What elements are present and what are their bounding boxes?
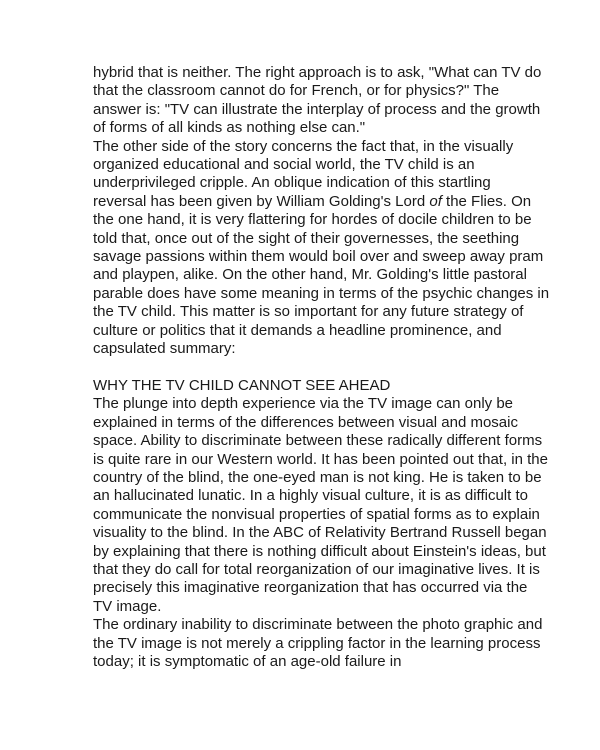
text-line: communicate the nonvisual properties of spatial forms as to explain <box>93 505 540 523</box>
text-line: country of the blind, the one-eyed man is not king. He is taken to be <box>93 468 542 486</box>
text-line: parable does have some meaning in terms of the psychic changes in <box>93 284 550 302</box>
paragraph-ordinary-inability <box>93 616 543 671</box>
text-line: the one hand, it is very flattering for hordes of docile children to be <box>93 211 532 229</box>
text-line: capsulated summary: <box>93 340 236 358</box>
text-segment: reversal has been given by William Golding's Lord <box>93 192 430 210</box>
text-line: The plunge into depth experience via the TV image can only be <box>93 395 513 413</box>
text-line: answer is: "TV can illustrate the interplay of process and the growth <box>93 100 541 118</box>
text-line: an hallucinated lunatic. In a highly visual culture, it is as difficult to <box>93 487 528 505</box>
section-heading <box>93 377 523 395</box>
document-page <box>93 64 550 671</box>
paragraph-continuation <box>93 64 542 138</box>
text-line: that they do call for total reorganization of our imaginative lives. It is <box>93 560 540 578</box>
text-line: that the classroom cannot do for French, or for physics?" The <box>93 82 500 100</box>
text-line: organized educational and social world, the TV child is an <box>93 156 475 174</box>
text-line: today; it is symptomatic of an age-old failure in <box>93 652 402 670</box>
text-segment: the Flies. On <box>441 192 532 210</box>
text-line-with-title <box>93 192 532 211</box>
italic-word: of <box>429 192 442 210</box>
text-line: visuality to the blind. In the ABC of Relativity Bertrand Russell began <box>93 524 547 542</box>
heading-text: WHY THE TV CHILD CANNOT SEE AHEAD <box>93 376 391 394</box>
text-line: is quite rare in our Western world. It has been pointed out that, in the <box>93 450 548 468</box>
text-line: The ordinary inability to discriminate between the photo graphic and <box>93 616 543 634</box>
text-line: the TV image is not merely a crippling factor in the learning process <box>93 634 541 652</box>
text-line: culture or politics that it demands a headline prominence, and <box>93 321 502 339</box>
text-line: precisely this imaginative reorganization that has occurred via the <box>93 579 528 597</box>
text-line: by explaining that there is nothing difficult about Einstein's ideas, but <box>93 542 546 560</box>
paragraph-plunge <box>93 395 548 616</box>
text-line: hybrid that is neither. The right approach is to ask, "What can TV do <box>93 64 542 81</box>
text-line: underprivileged cripple. An oblique indication of this startling <box>93 174 491 192</box>
blank-line <box>93 359 523 377</box>
text-line: and playpen, alike. On the other hand, Mr. Golding's little pastoral <box>93 266 527 284</box>
text-line: TV image. <box>93 597 162 615</box>
text-line: explained in terms of the differences between visual and mosaic <box>93 413 518 431</box>
text-line: savage passions within them would boil over and sweep away pram <box>93 248 544 266</box>
paragraph-other-side <box>93 137 550 359</box>
text-line: told that, once out of the sight of their governesses, the seething <box>93 229 520 247</box>
text-line: The other side of the story concerns the fact that, in the visually <box>93 137 514 155</box>
text-line: of forms of all kinds as nothing else can." <box>93 119 366 137</box>
text-line: the TV child. This matter is so important for any future strategy of <box>93 303 524 321</box>
text-line: space. Ability to discriminate between these radically different forms <box>93 432 543 450</box>
